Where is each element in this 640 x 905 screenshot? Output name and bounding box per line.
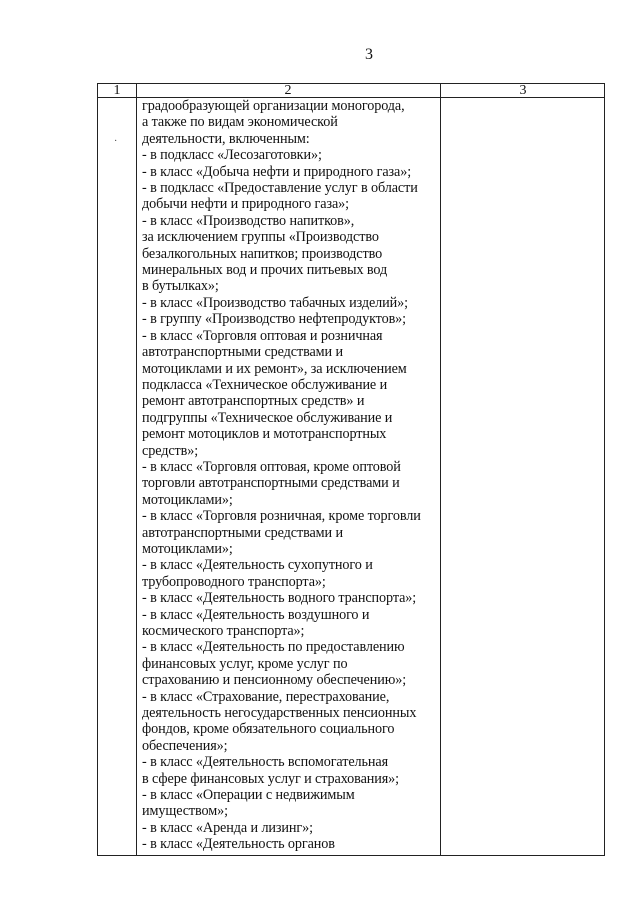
table-text-line: - в класс «Торговля оптовая и розничная [142,327,383,344]
document-table [97,83,605,856]
table-text-line: финансовых услуг, кроме услуг по [142,655,348,672]
table-text-line: автотранспортными средствами и [142,344,343,361]
table-text-line: трубопроводного транспорта»; [142,573,326,590]
table-text-line: торговли автотранспортными средствами и [142,475,400,492]
table-text-line: фондов, кроме обязательного социального [142,721,395,738]
table-text-line: - в подкласс «Лесозаготовки»; [142,147,322,164]
table-text-line: - в класс «Торговля оптовая, кроме оптовой [142,458,401,475]
table-text-line: в сфере финансовых услуг и страхования»; [142,770,400,787]
header-cell-1: 1 [113,83,121,98]
table-text-line: - в класс «Производство напитков», [142,212,355,229]
table-text-line: мотоциклами и их ремонт», за исключением [142,360,407,377]
table-text-line: добычи нефти и природного газа»; [142,196,349,213]
table-text-line: градообразующей организации моногорода, [142,98,405,114]
table-text-line: автотранспортными средствами и [142,524,343,541]
column-2-text [142,98,442,853]
table-text-line: подгруппы «Техническое обслуживание и [142,409,393,426]
table-text-line: - в класс «Деятельность по предоставлению [142,639,405,656]
table-text-line: - в класс «Деятельность водного транспорта»; [142,590,417,607]
table-text-line: деятельность негосударственных пенсионных [142,705,417,722]
table-text-line: - в класс «Производство табачных изделий»; [142,294,408,311]
table-text-line: - в класс «Страхование, перестрахование, [142,688,390,705]
table-text-line: мотоциклами»; [142,540,233,557]
table-text-line: средств»; [142,442,199,459]
table-text-line: - в группу «Производство нефтепродуктов»; [142,311,407,328]
table-text-line: минеральных вод и прочих питьевых вод [142,262,388,279]
table-text-line: подкласса «Техническое обслуживание и [142,376,388,393]
table-text-line: космического транспорта»; [142,623,305,639]
table-text-line: мотоциклами»; [142,491,233,508]
header-cell-2: 2 [284,83,292,98]
table-text-line: - в класс «Деятельность воздушного и [142,606,370,623]
table-text-line: - в класс «Деятельность органов [142,836,335,853]
table-text-line: - в класс «Деятельность сухопутного и [142,557,373,574]
table-text-line: - в класс «Добыча нефти и природного газа»; [142,163,412,180]
table-text-line: имуществом»; [142,803,228,820]
table-text-line: - в класс «Аренда и лизинг»; [142,819,313,836]
table-text-line: - в класс «Торговля розничная, кроме торговли [142,508,421,525]
table-text-line: за исключением группы «Производство [142,229,379,246]
table-text-line: деятельности, включенным: [142,130,310,147]
page-number: 3 [365,46,373,63]
table-text-line: обеспечения»; [142,737,228,754]
table-text-line: безалкогольных напитков; производство [142,245,383,262]
scan-mark: · [114,136,118,147]
table-text-line: ремонт автотранспортных средств» и [142,393,365,410]
table-text-line: ремонт мотоциклов и мототранспортных [142,426,387,443]
table-text-line: - в подкласс «Предоставление услуг в области [142,180,418,197]
table-text-line: страхованию и пенсионному обеспечению»; [142,672,407,689]
table-text-line: в бутылках»; [142,278,219,295]
header-cell-3: 3 [519,83,527,98]
table-text-line: а также по видам экономической [142,114,338,131]
table-text-line: - в класс «Деятельность вспомогательная [142,754,389,771]
column-divider [136,84,137,855]
table-text-line: - в класс «Операции с недвижимым [142,787,355,804]
